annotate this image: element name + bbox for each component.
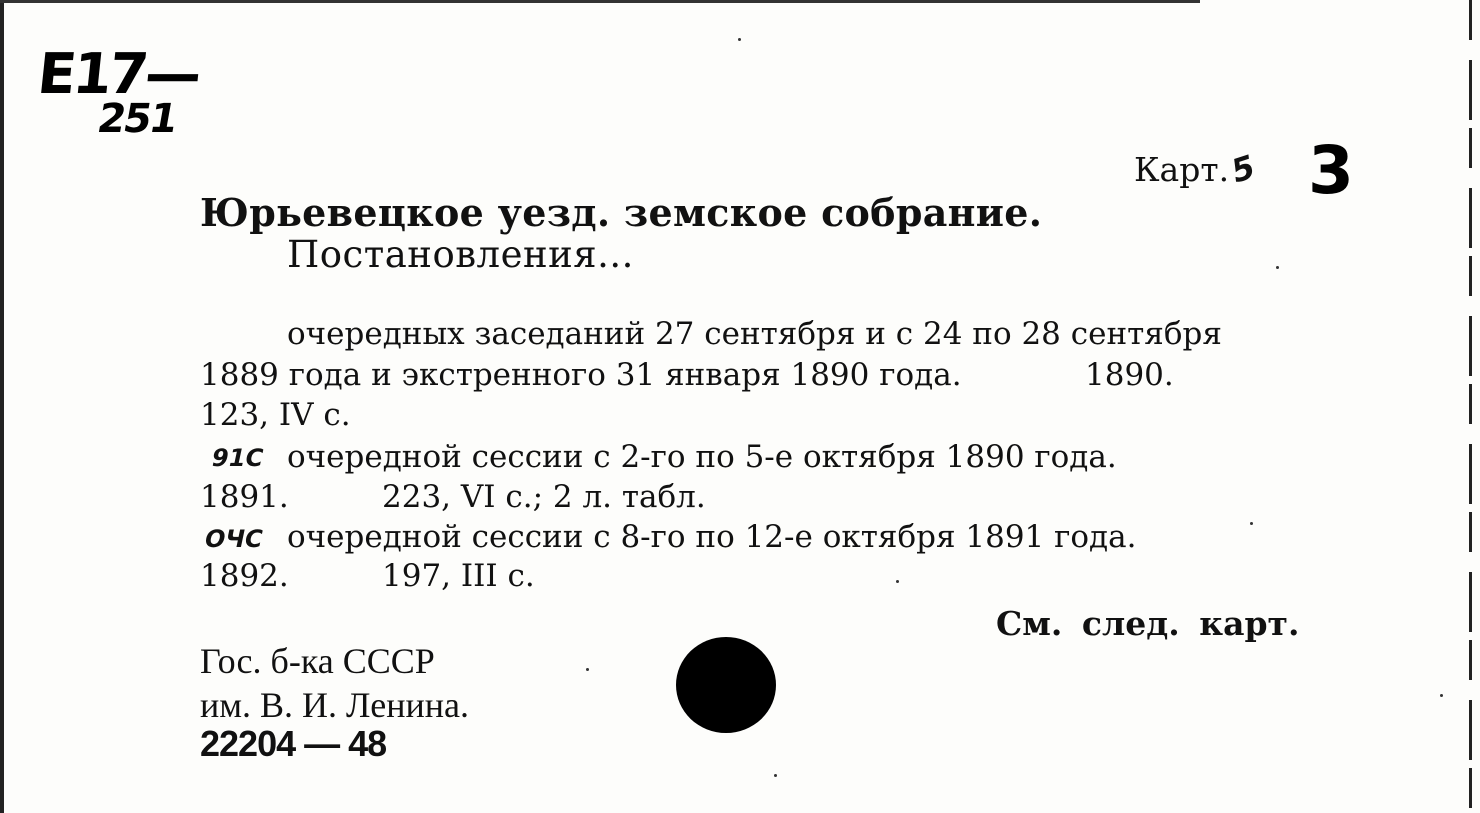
entry-1-line-2: 1889 года и экстренного 31 января 1890 года. xyxy=(200,357,962,393)
see-next-card: См. след. карт. xyxy=(996,604,1300,643)
entry-1-year: 1890. xyxy=(1085,357,1174,393)
entry-3-handwritten-mark: ОЧС xyxy=(202,525,266,553)
entry-3-year: 1892. xyxy=(200,558,289,594)
entry-2-pages: 223, VI с.; 2 л. табл. xyxy=(382,479,706,515)
entry-1-pages: 123, IV с. xyxy=(200,397,351,433)
card-heading: Юрьевецкое уезд. земское собрание. xyxy=(200,190,1043,235)
handwritten-shelfmark: E17— xyxy=(34,42,202,107)
imprint-library: Гос. б-ка СССР xyxy=(200,641,435,681)
card-edge-right xyxy=(1469,0,1472,813)
speck xyxy=(1250,522,1253,525)
imprint-library-name: им. В. И. Ленина. xyxy=(200,685,469,725)
imprint-order-number: 22204 — 48 xyxy=(200,723,387,764)
entry-2-year: 1891. xyxy=(200,479,289,515)
entry-3-pages: 197, III с. xyxy=(382,558,535,594)
card-subheading: Постановления... xyxy=(287,233,634,276)
card-edge-left xyxy=(0,0,4,813)
entry-2-handwritten-mark: 91С xyxy=(209,444,266,472)
speck xyxy=(896,580,899,583)
entry-2-line-1: очередной сессии с 2-го по 5-е октября 1890 года. xyxy=(287,439,1117,475)
speck xyxy=(1276,266,1279,269)
card-punch-hole xyxy=(676,637,776,733)
entry-3-line-1: очередной сессии с 8-го по 12-е октября 1891 года. xyxy=(287,519,1137,555)
card-edge-top xyxy=(0,0,1200,3)
speck xyxy=(586,668,589,671)
struck-card-number: 5 xyxy=(1226,147,1260,191)
handwritten-shelfmark-number: 251 xyxy=(93,96,180,142)
card-label: Карт. xyxy=(1134,150,1230,189)
speck xyxy=(1440,694,1443,697)
handwritten-card-number: 3 xyxy=(1308,132,1354,209)
entry-1-line-1: очередных заседаний 27 сентября и с 24 по 28 сентября xyxy=(287,316,1222,352)
speck xyxy=(738,38,741,41)
speck xyxy=(774,774,777,777)
